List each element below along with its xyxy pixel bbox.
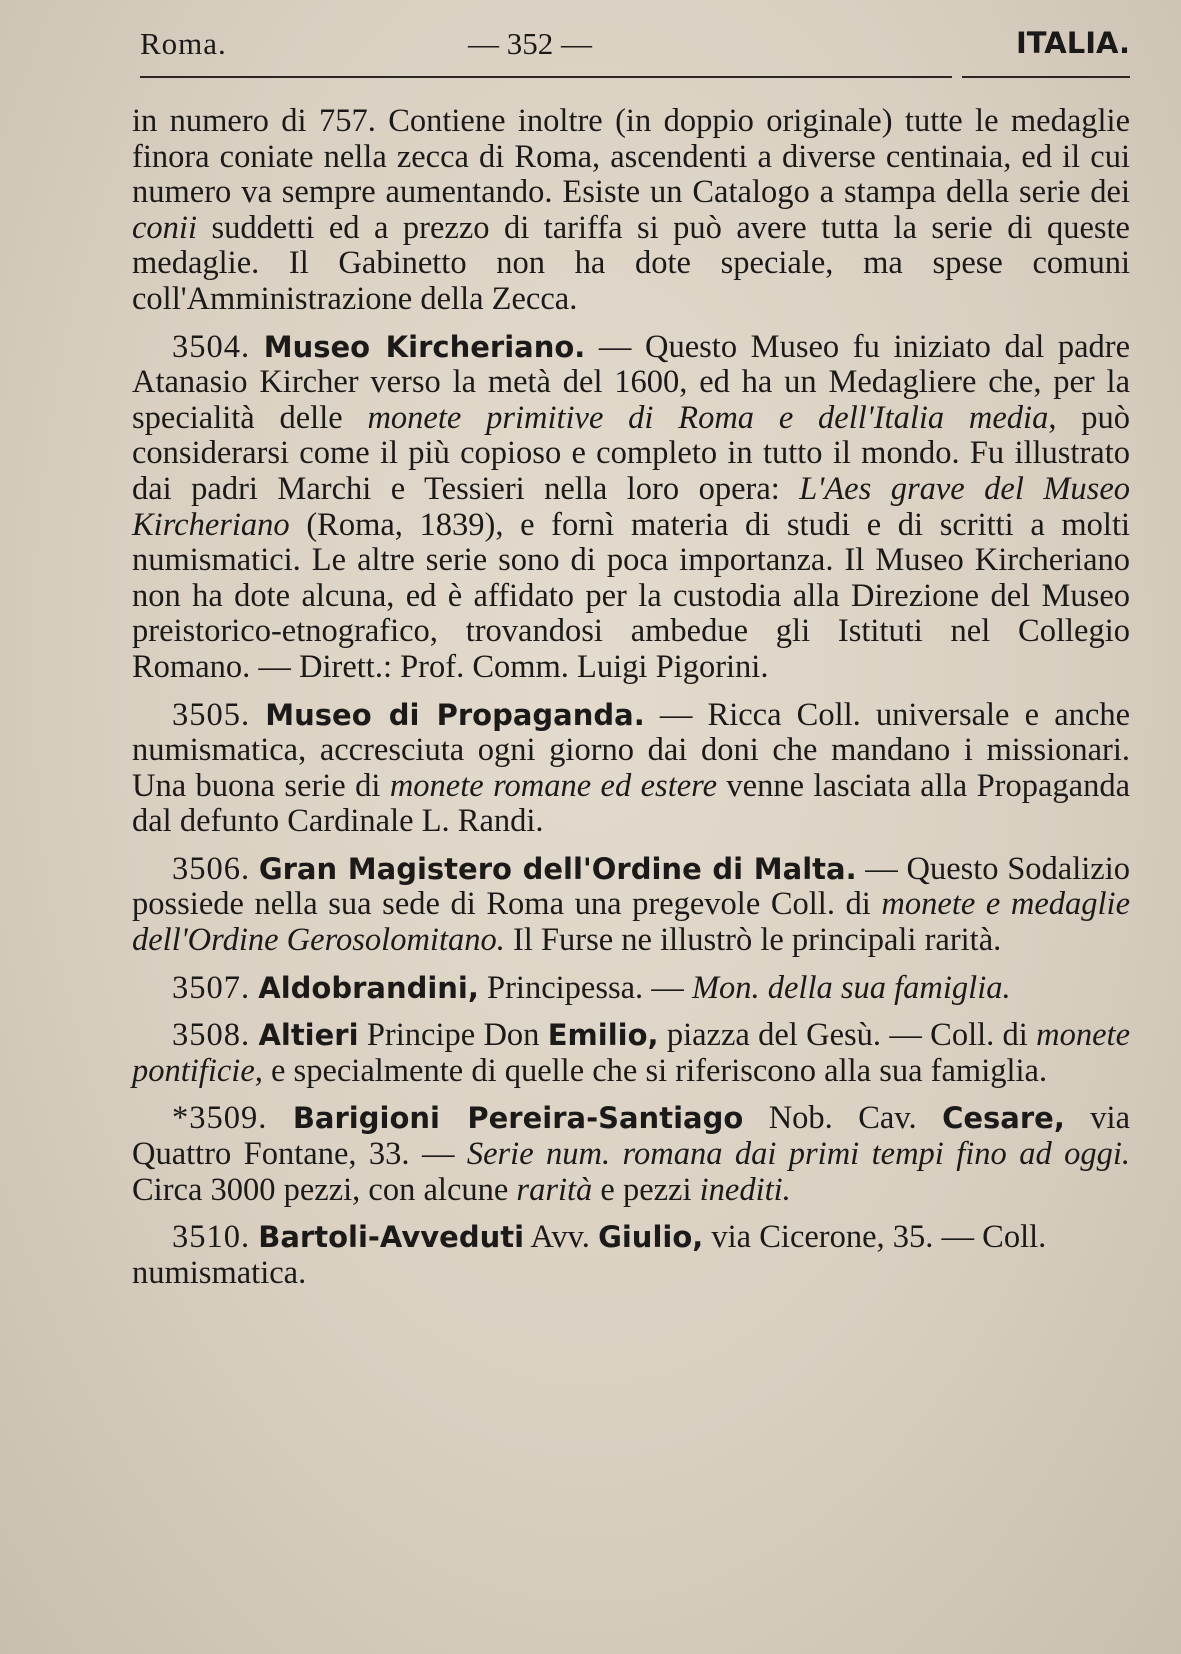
entry-3508 [132, 1018, 1130, 1089]
entry-name: Museo Kircheriano. [263, 329, 586, 364]
text-run: Circa 3000 pezzi, con alcune [132, 1171, 517, 1208]
entry-3506 [132, 852, 1130, 959]
italic-run: L'Aes grave del Museo Kircheriano [132, 470, 1130, 543]
entry-number: 3505. [172, 696, 251, 733]
italic-run: monete e medaglie dell'Ordine Gerosolomitano. [132, 886, 1131, 959]
text-run: — Ricca Coll. universale e anche numismatica, accresciuta ogni giorno dai doni che mandano i missionari. Una buona serie di [132, 696, 1130, 804]
text-run: in numero di 757. Contiene inoltre (in doppio originale) tutte le medaglie finora coniate nella zecca di Roma, ascendenti a diverse centinaia, ed il cui numero va sempre aumentando. Esiste un Catalogo a stampa della serie dei [132, 103, 1130, 211]
italic-run: monete primitive di Roma e dell'Italia media [367, 399, 1049, 436]
entry-name: Aldobrandini, [258, 970, 479, 1005]
italic-run: monete romane ed estere [389, 767, 718, 804]
entry-name-given: Cesare, [942, 1101, 1065, 1136]
page-number: — 352 — [468, 26, 592, 61]
text-run: — Questo Sodalizio possiede nella sua sede di Roma una pregevole Coll. di [132, 850, 1130, 923]
entry-number: *3509. [172, 1100, 268, 1137]
header-city: Roma. [140, 26, 227, 61]
entry-3510 [132, 1220, 1130, 1291]
running-header [140, 26, 1130, 72]
italic-run: rarità [516, 1171, 593, 1208]
text-run: e pezzi [592, 1171, 700, 1208]
entry-number: 3508. [172, 1017, 251, 1054]
entry-3507 [132, 971, 1130, 1007]
text-run: Il Furse ne illustrò le principali rarità. [504, 922, 1002, 959]
entry-name: Museo di Propaganda. [265, 697, 645, 732]
text-run: Nob. Cav. [743, 1100, 943, 1137]
text-run: , può considerarsi come il più copioso e completo in tutto il mondo. Fu illustrato dai padri Marchi e Tessieri nella loro opera: [132, 399, 1130, 507]
entry-name-given: Emilio, [547, 1018, 659, 1053]
entry-3504 [132, 330, 1130, 686]
italic-run: conii [132, 209, 197, 246]
text-run: piazza del Gesù. — Coll. di [658, 1017, 1037, 1054]
italic-run: inediti. [699, 1171, 791, 1208]
entry-name: Altieri [258, 1018, 359, 1053]
page-body [132, 104, 1130, 1291]
entry-name: Gran Magistero dell'Ordine di Malta. [258, 851, 857, 886]
text-run: Principe Don [358, 1017, 548, 1054]
header-rule-left [140, 76, 952, 78]
entry-name-given: Giulio, [598, 1220, 704, 1255]
entry-3509 [132, 1101, 1130, 1208]
italic-run: Mon. della sua famiglia. [691, 969, 1011, 1006]
entry-number: 3506. [172, 850, 251, 887]
text-run: — Questo Museo fu iniziato dal padre Atanasio Kircher verso la metà del 1600, ed ha un Medagliere che, per la specialità delle [132, 328, 1130, 436]
entry-name: Barigioni Pereira-Santiago [292, 1101, 744, 1136]
continued-paragraph [132, 104, 1130, 318]
entry-name: Bartoli-Avveduti [258, 1220, 525, 1255]
text-run: venne lasciata alla Propaganda dal defunto Cardinale L. Randi. [132, 767, 1131, 840]
text-run: suddetti ed a prezzo di tariffa si può avere tutta la serie di queste medaglie. Il Gabinetto non ha dote speciale, ma spese comuni coll'Amministrazione della Zecca. [132, 209, 1130, 317]
text-run: (Roma, 1839), e fornì materia di studi e di scritti a molti numismatici. Le altre serie sono di poca importanza. Il Museo Kircheriano non ha dote alcuna, ed è affidato per la custodia alla Direzione del Museo preistorico-etnografico, trovandosi ambedue gli Istituti nel Collegio Romano. — Dirett.: Prof. Comm. Luigi Pigorini. [132, 506, 1130, 685]
entry-number: 3507. [172, 969, 251, 1006]
entry-3505 [132, 698, 1130, 840]
header-rule-right [962, 76, 1130, 78]
header-country: ITALIA. [1015, 26, 1130, 60]
text-run: Avv. [524, 1219, 599, 1256]
italic-run: monete pontificie, [132, 1017, 1131, 1089]
italic-run: Serie num. romana dai primi tempi fino ad oggi. [466, 1136, 1130, 1173]
text-run: e specialmente di quelle che si riferiscono alla sua famiglia. [262, 1052, 1048, 1089]
entry-number: 3504. [172, 328, 251, 365]
text-run: via Quattro Fontane, 33. — [132, 1100, 1130, 1173]
text-run: via Cicerone, 35. — Coll. numismatica. [132, 1219, 1047, 1291]
text-run: Principessa. — [478, 969, 692, 1006]
entry-number: 3510. [172, 1219, 251, 1256]
